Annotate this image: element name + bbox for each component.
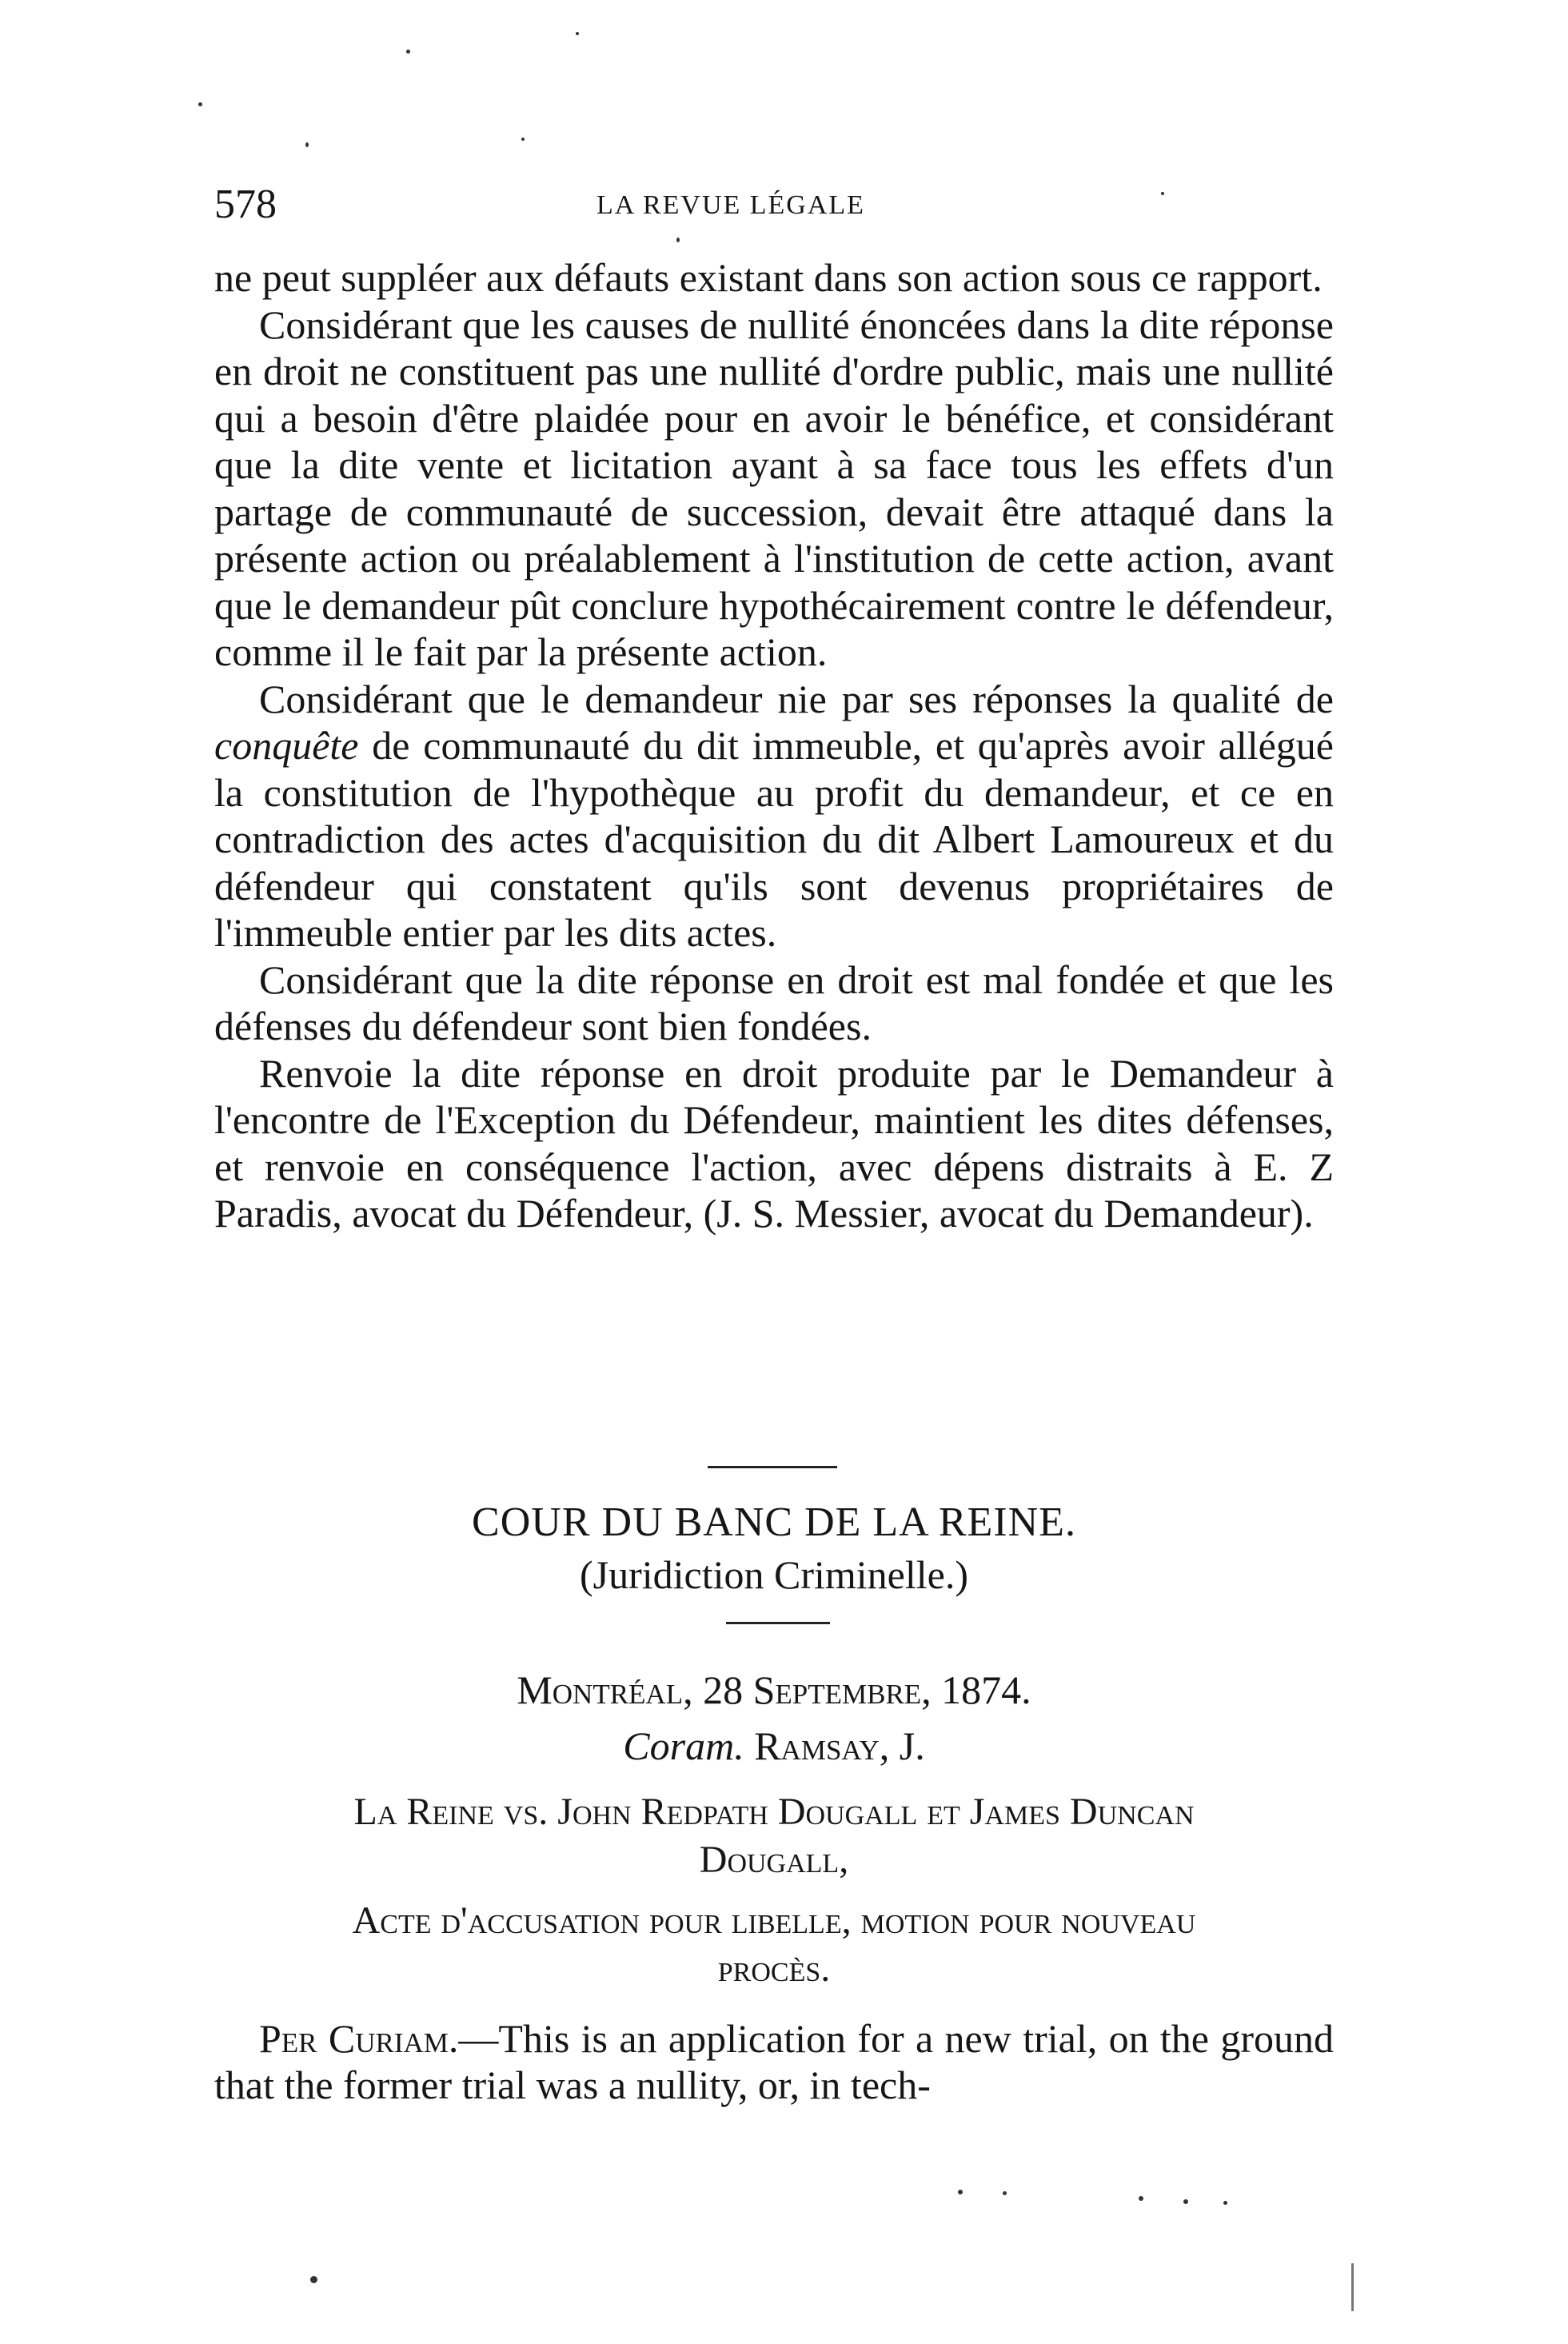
paragraph-continuation: ne peut suppléer aux défauts existant dans son action sous ce rapport. [214, 255, 1323, 300]
scan-speck [198, 102, 202, 106]
scan-speck [406, 50, 410, 54]
case-name-line: Dougall, [699, 1839, 849, 1881]
italic-term: conquête [214, 723, 359, 768]
opinion-body: —This is an application for a new trial, on the ground that the former trial was a nullity, or, in tech- [214, 2016, 1334, 2107]
coram-line [214, 1721, 1334, 1771]
coram-judge: Ramsay, J. [754, 1723, 925, 1768]
coram-label: Coram. [623, 1723, 744, 1768]
section-divider [708, 1466, 837, 1468]
scan-speck [676, 238, 680, 242]
scan-speck [310, 2276, 317, 2283]
dateline: Montréal, 28 Septembre, 1874. [517, 1667, 1031, 1712]
case-subject [214, 1897, 1334, 1993]
court-title: COUR DU BANC DE LA REINE. [472, 1499, 1076, 1545]
page-number: 578 [214, 182, 277, 227]
journal-title: LA REVUE LÉGALE [596, 190, 865, 220]
heading-divider [726, 1622, 830, 1624]
case-name-line: La Reine vs. John Redpath Dougall et James Duncan [353, 1791, 1195, 1833]
opinion-paragraph [214, 2015, 1334, 2108]
case-name [214, 1788, 1334, 1884]
running-head [214, 181, 1334, 229]
paragraph-considerant-1: Considérant que les causes de nullité énoncées dans la dite réponse en droit ne constituent pas une nullité d'ordre public, mais une nullité qui a besoin d'être plaidée pour en avoir le bénéfice, et considérant que la dite vente et licitation ayant à sa face tous les effets d'un partage de communauté de succession, devait être attaqué dans la présente action ou préalablement à l'institution de cette action, avant que le demandeur pût conclure hypothécairement contre le défendeur, comme il le fait par la présente action. [214, 301, 1334, 674]
scan-speck [521, 138, 525, 141]
court-jurisdiction: (Juridiction Criminelle.) [579, 1552, 968, 1597]
scan-speck [1351, 2263, 1354, 2311]
opinion-text [214, 2015, 1334, 2108]
scan-speck [576, 32, 579, 35]
judgment-text [214, 254, 1334, 1237]
scan-speck [305, 142, 309, 147]
scan-speck [1003, 2191, 1007, 2195]
case-subject-line: procès. [717, 1947, 831, 1990]
scan-speck [1161, 192, 1164, 195]
scan-speck [1183, 2199, 1188, 2204]
paragraph-text: de communauté du dit immeuble, et qu'après avoir allégué la constitution de l'hypothèque au profit du demandeur, et ce en contradiction des actes d'acquisition du dit Albert Lamoureux et du défendeur qui constatent qu'ils sont devenus propriétaires de l'immeuble entier par les dits actes. [214, 723, 1334, 955]
scan-speck [1223, 2201, 1227, 2205]
paragraph-text: Considérant que le demandeur nie par ses réponses la qualité de [259, 676, 1334, 721]
paragraph-considerant-2 [214, 676, 1334, 956]
paragraph-considerant-3: Considérant que la dite réponse en droit est mal fondée et que les défenses du défendeur sont bien fondées. [214, 956, 1334, 1048]
scan-speck [958, 2190, 963, 2194]
per-curiam-label: Per Curiam. [259, 2016, 459, 2061]
case-subject-line: Acte d'accusation pour libelle, motion pour nouveau [352, 1899, 1196, 1942]
court-heading [214, 1495, 1334, 1599]
scan-speck [1139, 2196, 1143, 2201]
paragraph-renvoie: Renvoie la dite réponse en droit produite par le Demandeur à l'encontre de l'Exception du Défendeur, maintient les dites défenses, et renvoie en conséquence l'action, avec dépens distraits à E. Z Paradis, avocat du Défendeur, (J. S. Messier, avocat du Demandeur). [214, 1050, 1334, 1236]
